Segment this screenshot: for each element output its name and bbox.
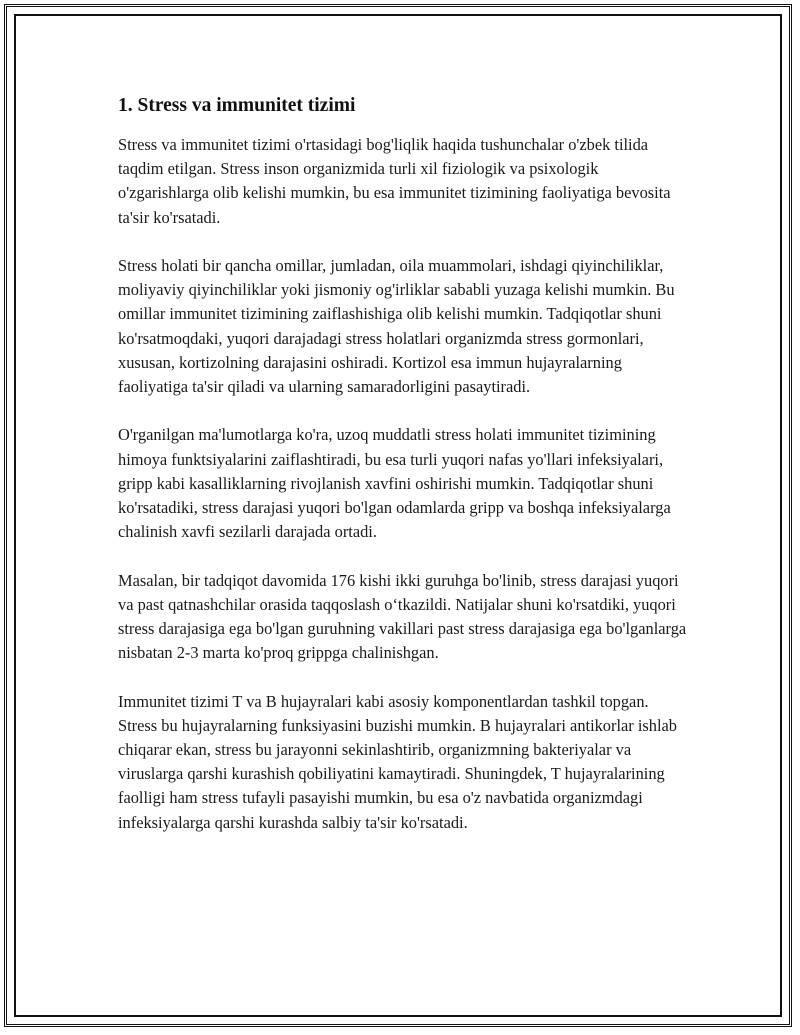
paragraph-4: Masalan, bir tadqiqot davomida 176 kishi ikki guruhga bo'linib, stress darajasi yuqori va past qatnashchilar orasida taqqoslash oʻtkazildi. Natijalar shuni ko'rsatdiki, yuqori stress darajasiga ega bo'lgan guruhning vakillari past stress darajasiga ega bo'lganlarga nisbatan 2-3 marta ko'proq grippga chalinishgan. (118, 570, 687, 663)
paragraph-3: O'rganilgan ma'lumotlarga ko'ra, uzoq muddatli stress holati immunitet tizimining himoya funktsiyalarini zaiflashtiradi, bu esa turli yuqori nafas yo'llari infeksiyalari, gripp kabi kasalliklarning rivojlanish xavfini oshirishi mumkin. Tadqiqotlar shuni ko'rsatadiki, stress darajasi yuqori bo'lgan odamlarda gripp va boshqa infeksiyalarga chalinish xavfi sezilarli darajada ortadi. (118, 425, 671, 542)
paragraph-2: Stress holati bir qancha omillar, jumladan, oila muammolari, ishdagi qiyinchiliklar, moliyaviy qiyinchiliklar yoki jismoniy og'irliklar sababli yuzaga kelishi mumkin. Bu omillar immunitet tizimining zaiflashishiga olib kelishi mumkin. Tadqiqotlar shuni ko'rsatmoqdaki, yuqori darajadagi stress holatlari organizmda stress gormonlari, xususan, kortizolning darajasini oshiradi. Kortizol esa immun hujayralarning faoliyatiga ta'sir qiladi va ularning samaradorligini pasaytiradi. (118, 256, 675, 397)
paragraph-5: Immunitet tizimi T va B hujayralari kabi asosiy komponentlardan tashkil topgan. Stress bu hujayralarning funksiyasini buzishi mumkin. B hujayralari antikorlar ishlab chiqarar ekan, stress bu jarayonni sekinlashtirib, organizmning bakteriyalar va viruslarga qarshi kurashish qobiliyatini kamaytiradi. Shuningdek, T hujayralarining faolligi ham stress tufayli pasayishi mumkin, bu esa o'z navbatida organizmdagi infeksiyalarga qarshi kurashda salbiy ta'sir ko'rsatadi. (118, 691, 678, 832)
paragraph-1: Stress va immunitet tizimi o'rtasidagi bog'liqlik haqida tushunchalar o'zbek tilida taqdim etilgan. Stress inson organizmida turli xil fiziologik va psixologik o'zgarishlarga olib kelishi mumkin, bu esa immunitet tizimining faoliyatiga bevosita ta'sir ko'rsatadi. (118, 135, 671, 227)
section-title: 1. Stress va immunitet tizimi (118, 95, 356, 116)
document-body (118, 93, 688, 859)
